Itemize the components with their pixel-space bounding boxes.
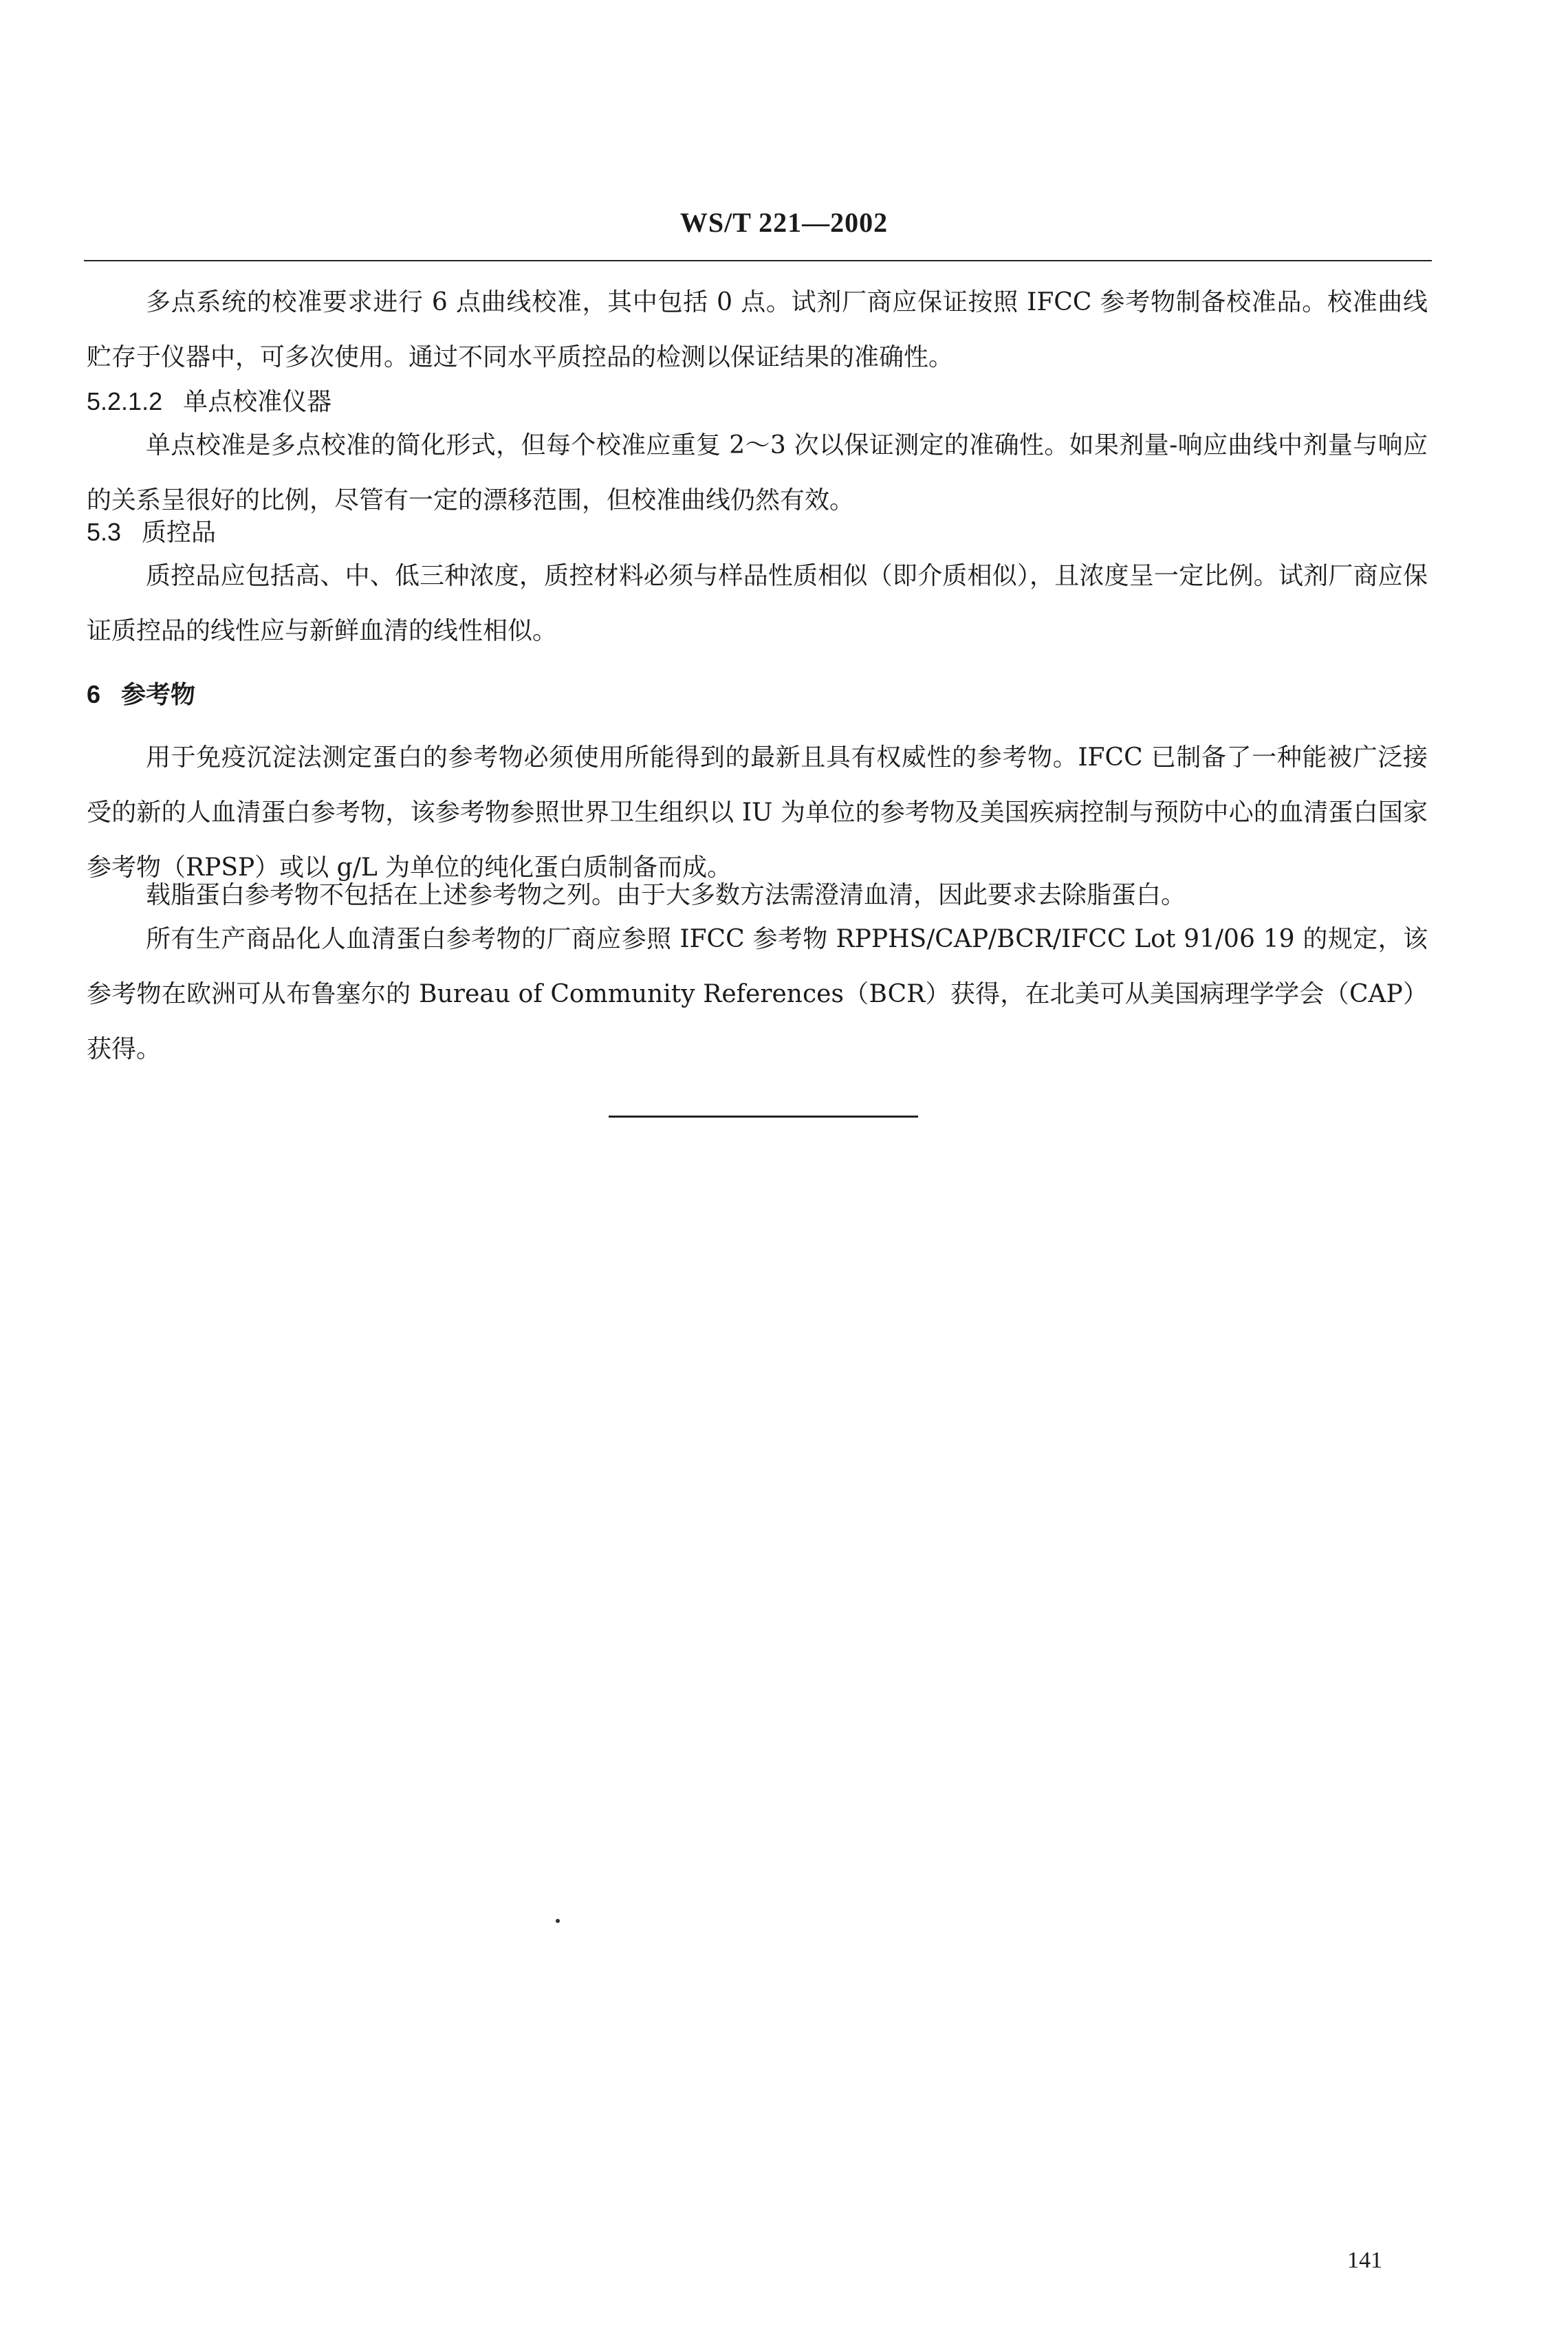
heading-title: 单点校准仪器 xyxy=(183,388,332,416)
paragraph-reference-material-3: 所有生产商品化人血清蛋白参考物的厂商应参照 IFCC 参考物 RPPHS/CAP/BCR/IFCC Lot 91/06 19 的规定，该参考物在欧洲可从布鲁塞尔的 Bureau of Community References（BCR）获得，在北美可从美国病理学学会（CAP）获得。 xyxy=(87,925,1428,1063)
document-code-header: WS/T 221—2002 xyxy=(679,207,889,238)
paragraph-singlepoint-calibration: 单点校准是多点校准的简化形式，但每个校准应重复 2～3 次以保证测定的准确性。如果剂量-响应曲线中剂量与响应的关系呈很好的比例，尽管有一定的漂移范围，但校准曲线仍然有效。 xyxy=(87,431,1428,514)
end-of-document-rule xyxy=(609,1116,918,1118)
scan-speck xyxy=(556,1919,560,1923)
heading-title: 参考物 xyxy=(121,680,196,709)
heading-number: 5.3 xyxy=(87,518,122,546)
paragraph-multipoint-calibration: 多点系统的校准要求进行 6 点曲线校准，其中包括 0 点。试剂厂商应保证按照 IFCC 参考物制备校准品。校准曲线贮存于仪器中，可多次使用。通过不同水平质控品的检测以保证结果的准确性。 xyxy=(87,288,1428,371)
heading-6 xyxy=(87,667,195,722)
page-number: 141 xyxy=(1347,2248,1382,2273)
paragraph-quality-control: 质控品应包括高、中、低三种浓度，质控材料必须与样品性质相似（即介质相似），且浓度呈一定比例。试剂厂商应保证质控品的线性应与新鲜血清的线性相似。 xyxy=(87,562,1428,645)
paragraph-reference-material-2: 载脂蛋白参考物不包括在上述参考物之列。由于大多数方法需澄清血清，因此要求去除脂蛋白。 xyxy=(146,881,1186,909)
paragraph-reference-material-1: 用于免疫沉淀法测定蛋白的参考物必须使用所能得到的最新且具有权威性的参考物。IFCC 已制备了一种能被广泛接受的新的人血清蛋白参考物，该参考物参照世界卫生组织以 IU 为单位的参考物及美国疾病控制与预防中心的血清蛋白国家参考物（RPSP）或以 g/L 为单位的纯化蛋白质制备而成。 xyxy=(87,743,1428,882)
heading-title: 质控品 xyxy=(142,519,217,547)
header-rule xyxy=(84,260,1432,261)
heading-number: 5.2.1.2 xyxy=(87,387,163,415)
heading-number: 6 xyxy=(87,680,101,708)
